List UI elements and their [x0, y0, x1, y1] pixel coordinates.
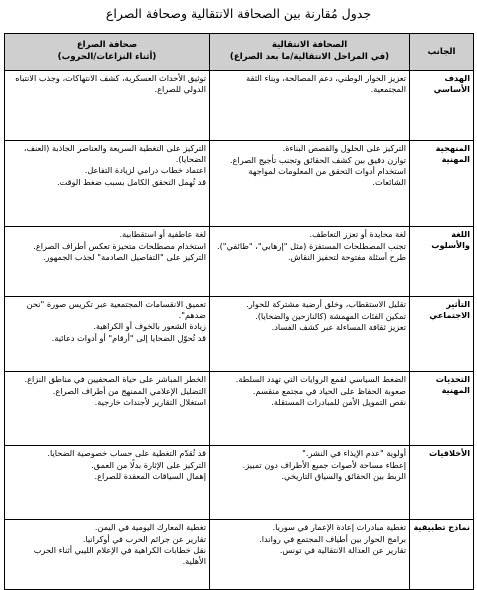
cell-line: صعوبة الحفاظ على الحياد في مجتمع منقسم. [252, 385, 406, 396]
cell-line: التضليل الإعلامي الممنهج من أطراف الصراع. [52, 385, 206, 396]
table-row [5, 297, 474, 372]
header-transitional [210, 34, 410, 71]
table-row [5, 227, 474, 297]
cell-line: التركيز على الحلول والقصص البناءة. [282, 143, 406, 153]
cell-line: زيادة الشعور بالخوف أو الكراهية. [93, 321, 206, 331]
cell-line: تعزيز الحوار الوطني، دعم المصالحة، وبناء الثقة المجتمعية. [246, 73, 406, 94]
cell-transitional [210, 446, 410, 520]
cell-line: توازن دقيق بين كشف الحقائق وتجنب تأجيج الصراع. [229, 154, 406, 165]
cell-line: التركيز على التغطية السريعة والعناصر الجاذبة (العنف، الضحايا). [23, 143, 206, 164]
cell-line: تقليل الاستقطاب، وخلق أرضية مشتركة للحوار. [246, 299, 406, 309]
header-topic: الجانب [410, 34, 474, 71]
row-topic: اللغة والأسلوب [410, 227, 474, 297]
row-topic: الهدف الأساسي [410, 71, 474, 141]
row-topic: التحديات المهنية [410, 372, 474, 446]
row-topic: نماذج تطبيقية [410, 520, 474, 590]
cell-line: الضغط السياسي لقمع الروايات التي تهدد السلطة. [235, 374, 406, 384]
cell-line: نقص التمويل الأمن للمبادرات المستقلة. [271, 397, 406, 407]
cell-line: التركيز على الإثارة بدلًا من العمق. [91, 459, 206, 470]
cell-line: نقل خطابات الكراهية في الإعلام الليبي أثناء الحرب الأهلية. [33, 545, 206, 566]
cell-conflict [5, 141, 210, 227]
table-row [5, 446, 474, 520]
cell-line: قد تُقدّم التغطية على حساب خصوصية الضحايا. [47, 448, 206, 458]
cell-transitional [210, 227, 410, 297]
row-topic: المنهجية المهنية [410, 141, 474, 227]
cell-line: استخدام أدوات التحقق من المعلومات لمواجهة الشائعات. [248, 166, 406, 187]
header-transitional-title: الصحافة الانتقالية [271, 40, 348, 50]
cell-line: استغلال التقارير لأجندات خارجية. [94, 397, 206, 407]
cell-line: لغة محايدة أو تعزز التعاطف. [309, 229, 406, 239]
cell-line: الربط بين الحقائق والسياق التاريخي. [281, 471, 406, 481]
header-conflict-subtitle: (أثناء النزاعات/الحروب) [57, 52, 157, 62]
row-topic: التأثير الاجتماعي [410, 297, 474, 372]
table-header-row [5, 34, 474, 71]
cell-line: اعتماد خطاب درامي لزيادة التفاعل. [84, 165, 206, 175]
cell-line: تقارير عن جرائم الحرب في أوكرانيا. [82, 533, 206, 544]
cell-line: تمكين الفئات المهمشة (كالنازحين والضحايا). [255, 310, 406, 321]
cell-conflict [5, 446, 210, 520]
cell-line: إعطاء مساحة لأصوات جميع الأطراف دون تمييز. [242, 459, 406, 470]
cell-conflict [5, 372, 210, 446]
cell-line: تجنب المصطلحات المستفزة (مثل "إرهابي"، "طائفي"). [217, 240, 406, 251]
cell-line: قد تُحوّل الضحايا إلى "أرقام" أو أدوات دعائية. [51, 332, 206, 343]
cell-line: تغطية المعارك اليومية في اليمن. [94, 522, 206, 532]
cell-line: توثيق الأحداث العسكرية، كشف الانتهاكات، وجذب الانتباه الدولي للصراع. [15, 73, 206, 94]
row-topic: الأخلاقيات [410, 446, 474, 520]
cell-line: تقارير عن العدالة الانتقالية في تونس. [279, 545, 406, 555]
cell-transitional [210, 297, 410, 372]
cell-line: التركيز على "التفاصيل الصادمة" لجذب الجمهور. [42, 252, 206, 262]
cell-line: طرح أسئلة مفتوحة لتحفيز النقاش. [288, 252, 406, 262]
cell-line: إهمال السياقات المعقدة للصراع. [94, 471, 206, 481]
cell-transitional [210, 71, 410, 141]
header-conflict [5, 34, 210, 71]
cell-conflict [5, 520, 210, 590]
cell-conflict [5, 71, 210, 141]
cell-transitional [210, 141, 410, 227]
cell-line: تغطية مبادرات إعادة الإعمار في سوريا. [272, 522, 406, 532]
table-row [5, 141, 474, 227]
table-row [5, 372, 474, 446]
cell-line: تعزيز ثقافة المساءلة عبر كشف الفساد. [271, 322, 406, 332]
cell-line: برامج الحوار بين أطياف المجتمع في رواندا. [259, 533, 406, 544]
cell-line: الخطر المباشر على حياة الصحفيين في مناطق النزاع. [24, 374, 206, 384]
cell-conflict [5, 297, 210, 372]
header-transitional-subtitle: (في المراحل الانتقالية/ما بعد الصراع) [229, 52, 390, 62]
cell-transitional [210, 372, 410, 446]
document-title: جدول مُقارنة بين الصحافة الانتقالية وصحافة الصراع [105, 6, 372, 21]
cell-line: لغة عاطفية أو استقطابية. [119, 229, 206, 239]
cell-line: قد تُهمل التحقق الكامل بسبب ضغط الوقت. [56, 176, 206, 187]
comparison-table [4, 33, 474, 590]
table-row [5, 520, 474, 590]
cell-line: تعميق الانقسامات المجتمعية عبر تكريس صورة "نحن ضدهم". [26, 299, 206, 320]
table-row [5, 71, 474, 141]
cell-line: أولوية "عدم الإيذاء في النشر." [302, 448, 406, 458]
cell-line: استخدام مصطلحات متحيزة تعكس أطراف الصراع. [33, 240, 206, 251]
header-conflict-title: صحافة الصراع [76, 40, 138, 50]
cell-conflict [5, 227, 210, 297]
cell-transitional [210, 520, 410, 590]
